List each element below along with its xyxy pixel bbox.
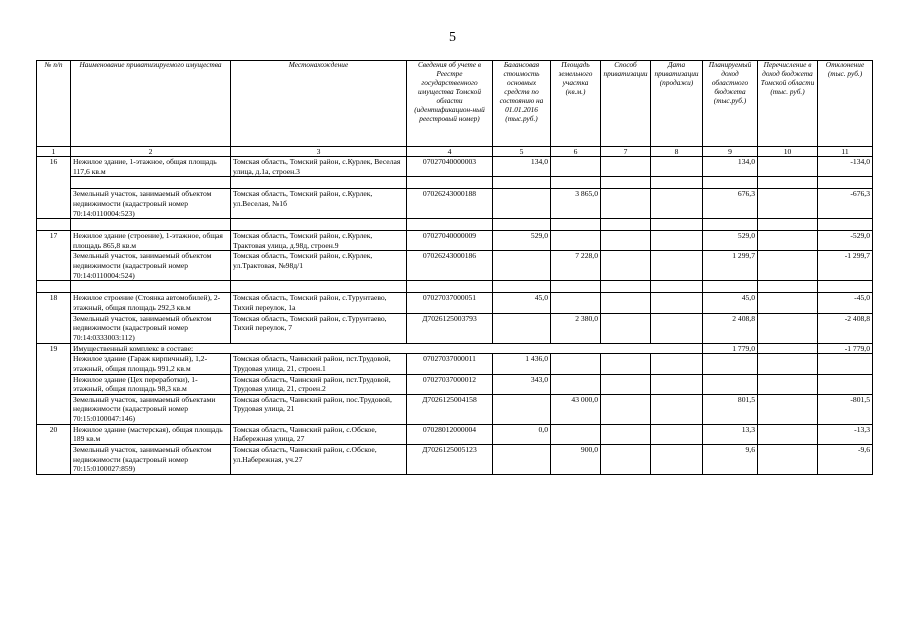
header-cell: № п/п <box>37 61 71 147</box>
privatization-method <box>601 424 651 444</box>
registry-number: 07026243000188 <box>407 189 493 219</box>
location: Томская область, Томский район, с.Курлек, ул.Веселая, №1б <box>231 189 407 219</box>
planned-income <box>703 374 758 394</box>
table-row <box>37 424 873 444</box>
registry-number: 07027037000012 <box>407 374 493 394</box>
registry-number: Д7026125003793 <box>407 313 493 343</box>
deviation <box>818 354 873 374</box>
row-number: 17 <box>37 231 71 281</box>
row-number: 16 <box>37 157 71 219</box>
header-cell: Сведения об учете в Реестре государственного имущества Томской области (идентификацион-ный реестровый номер) <box>407 61 493 147</box>
property-name: Земельный участок, занимаемый объектом недвижимости (кадастровый номер 70:14:0333003:112) <box>71 313 231 343</box>
transfer-amount <box>758 189 818 219</box>
balance-value: 1 436,0 <box>493 354 551 374</box>
land-area <box>551 374 601 394</box>
location: Томская область, Томский район, с.Турунтаево, Тихий переулок, 7 <box>231 313 407 343</box>
balance-value <box>493 313 551 343</box>
land-area <box>551 424 601 444</box>
property-name: Земельный участок, занимаемый объектами недвижимости (кадастровый номер 70:15:0100047:146) <box>71 394 231 424</box>
privatization-date <box>651 374 703 394</box>
planned-income: 2 408,8 <box>703 313 758 343</box>
column-number: 11 <box>818 147 873 157</box>
privatization-method <box>601 293 651 313</box>
table-row <box>37 354 873 374</box>
complex-title: Имущественный комплекс в составе: <box>71 343 703 354</box>
deviation: -9,6 <box>818 445 873 475</box>
deviation: -801,5 <box>818 394 873 424</box>
privatization-method <box>601 374 651 394</box>
table-row <box>37 293 873 313</box>
column-number: 10 <box>758 147 818 157</box>
planned-income: 676,3 <box>703 189 758 219</box>
deviation <box>818 374 873 394</box>
privatization-method <box>601 445 651 475</box>
privatization-method <box>601 251 651 281</box>
column-number-row <box>37 147 873 157</box>
planned-income: 45,0 <box>703 293 758 313</box>
registry-number: 07028012000004 <box>407 424 493 444</box>
land-area: 3 865,0 <box>551 189 601 219</box>
row-number: 20 <box>37 424 71 474</box>
location: Томская область, Томский район, с.Курлек, ул.Трактовая, №98д/1 <box>231 251 407 281</box>
row-number: 19 <box>37 343 71 424</box>
planned-income: 1 779,0 <box>703 343 758 354</box>
planned-income <box>703 354 758 374</box>
property-name: Нежилое здание (Гараж кирпичный), 1,2-этажный, общая площадь 991,2 кв.м <box>71 354 231 374</box>
transfer-amount <box>758 394 818 424</box>
header-cell: Наименование приватизируемого имущества <box>71 61 231 147</box>
location: Томская область, Чаинский район, с.Обское, ул.Набережная, уч.27 <box>231 445 407 475</box>
transfer-amount <box>758 354 818 374</box>
location: Томская область, Томский район, с.Курлек, Трактовая улица, д.98д, строен.9 <box>231 231 407 251</box>
registry-number: 07027040000003 <box>407 157 493 177</box>
spacer-row <box>37 219 873 231</box>
deviation: -1 779,0 <box>818 343 873 354</box>
table-row <box>37 251 873 281</box>
location: Томская область, Чаинский район, пос.Трудовой, Трудовая улица, 21 <box>231 394 407 424</box>
privatization-date <box>651 445 703 475</box>
property-name: Земельный участок, занимаемый объектом недвижимости (кадастровый номер 70:15:0100027:859) <box>71 445 231 475</box>
privatization-date <box>651 424 703 444</box>
column-number: 3 <box>231 147 407 157</box>
transfer-amount <box>758 231 818 251</box>
balance-value <box>493 251 551 281</box>
property-name: Нежилое здание (строение), 1-этажное, общая площадь 865,8 кв.м <box>71 231 231 251</box>
privatization-method <box>601 354 651 374</box>
planned-income: 1 299,7 <box>703 251 758 281</box>
land-area: 7 228,0 <box>551 251 601 281</box>
table-row <box>37 189 873 219</box>
land-area <box>551 231 601 251</box>
column-number: 4 <box>407 147 493 157</box>
location: Томская область, Чаинский район, пст.Трудовой, Трудовая улица, 21, строен.1 <box>231 354 407 374</box>
privatization-date <box>651 293 703 313</box>
privatization-method <box>601 394 651 424</box>
header-cell: Балансовая стоимость основных средств по состоянию на 01.01.2016 (тыс.руб.) <box>493 61 551 147</box>
property-name: Земельный участок, занимаемый объектом недвижимости (кадастровый номер 70:14:0110004:524) <box>71 251 231 281</box>
header-cell: Отклонение (тыс. руб.) <box>818 61 873 147</box>
balance-value <box>493 189 551 219</box>
transfer-amount <box>758 251 818 281</box>
header-cell: Местонахождение <box>231 61 407 147</box>
transfer-amount <box>758 424 818 444</box>
column-number: 2 <box>71 147 231 157</box>
spacer-row <box>37 281 873 293</box>
transfer-amount <box>758 293 818 313</box>
column-number: 5 <box>493 147 551 157</box>
header-cell: Площадь земельного участка (кв.м.) <box>551 61 601 147</box>
privatization-method <box>601 157 651 177</box>
planned-income: 801,5 <box>703 394 758 424</box>
table-row <box>37 374 873 394</box>
registry-number: 07027037000011 <box>407 354 493 374</box>
column-number: 8 <box>651 147 703 157</box>
privatization-method <box>601 189 651 219</box>
balance-value: 529,0 <box>493 231 551 251</box>
privatization-method <box>601 231 651 251</box>
privatization-date <box>651 189 703 219</box>
location: Томская область, Чаинский район, с.Обское, Набережная улица, 27 <box>231 424 407 444</box>
table-row <box>37 343 873 354</box>
header-cell: Способ приватизации <box>601 61 651 147</box>
land-area <box>551 354 601 374</box>
deviation: -2 408,8 <box>818 313 873 343</box>
balance-value: 0,0 <box>493 424 551 444</box>
deviation: -45,0 <box>818 293 873 313</box>
deviation: -1 299,7 <box>818 251 873 281</box>
transfer-amount <box>758 157 818 177</box>
privatization-date <box>651 251 703 281</box>
balance-value: 45,0 <box>493 293 551 313</box>
balance-value: 343,0 <box>493 374 551 394</box>
registry-number: 07027037000051 <box>407 293 493 313</box>
planned-income: 529,0 <box>703 231 758 251</box>
planned-income: 13,3 <box>703 424 758 444</box>
privatization-date <box>651 394 703 424</box>
location: Томская область, Томский район, с.Курлек, Веселая улица, д.1а, строен.3 <box>231 157 407 177</box>
header-cell: Дата приватизации (продажи) <box>651 61 703 147</box>
privatization-date <box>651 157 703 177</box>
property-name: Нежилое здание, 1-этажное, общая площадь 117,6 кв.м <box>71 157 231 177</box>
header-row <box>37 61 873 147</box>
transfer-amount <box>758 313 818 343</box>
transfer-amount <box>758 445 818 475</box>
planned-income: 134,0 <box>703 157 758 177</box>
privatization-register-table <box>36 60 873 475</box>
deviation: -529,0 <box>818 231 873 251</box>
registry-number: 07027040000009 <box>407 231 493 251</box>
transfer-amount <box>758 374 818 394</box>
privatization-date <box>651 313 703 343</box>
land-area <box>551 293 601 313</box>
spacer-row <box>37 177 873 189</box>
transfer-amount <box>758 343 818 354</box>
header-cell: Перечисление в доход бюджета Томской области (тыс. руб.) <box>758 61 818 147</box>
property-name: Нежилое здание (мастерская), общая площадь 189 кв.м <box>71 424 231 444</box>
table-row <box>37 313 873 343</box>
property-name: Земельный участок, занимаемый объектом недвижимости (кадастровый номер 70:14:0110004:523) <box>71 189 231 219</box>
land-area <box>551 157 601 177</box>
land-area: 2 380,0 <box>551 313 601 343</box>
table-row <box>37 157 873 177</box>
column-number: 6 <box>551 147 601 157</box>
table-row <box>37 231 873 251</box>
land-area: 43 000,0 <box>551 394 601 424</box>
registry-number: Д7026125004158 <box>407 394 493 424</box>
column-number: 9 <box>703 147 758 157</box>
row-number: 18 <box>37 293 71 343</box>
column-number: 1 <box>37 147 71 157</box>
column-number: 7 <box>601 147 651 157</box>
property-name: Нежилое здание (Цех переработки), 1-этажный, общая площадь 98,3 кв.м <box>71 374 231 394</box>
balance-value: 134,0 <box>493 157 551 177</box>
header-cell: Планируемый доход областного бюджета (тыс.руб.) <box>703 61 758 147</box>
property-name: Нежилое строение (Стоянка автомобилей), 2-этажный, общая площадь 292,3 кв.м <box>71 293 231 313</box>
privatization-method <box>601 313 651 343</box>
location: Томская область, Томский район, с.Турунтаево, Тихий переулок, 1а <box>231 293 407 313</box>
planned-income: 9,6 <box>703 445 758 475</box>
balance-value <box>493 445 551 475</box>
table-row <box>37 445 873 475</box>
privatization-date <box>651 231 703 251</box>
registry-number: Д7026125005123 <box>407 445 493 475</box>
balance-value <box>493 394 551 424</box>
table-row <box>37 394 873 424</box>
deviation: -134,0 <box>818 157 873 177</box>
registry-number: 07026243000186 <box>407 251 493 281</box>
deviation: -13,3 <box>818 424 873 444</box>
privatization-date <box>651 354 703 374</box>
land-area: 900,0 <box>551 445 601 475</box>
location: Томская область, Чаинский район, пст.Трудовой, Трудовая улица, 21, строен.2 <box>231 374 407 394</box>
deviation: -676,3 <box>818 189 873 219</box>
page-number: 5 <box>449 30 456 45</box>
